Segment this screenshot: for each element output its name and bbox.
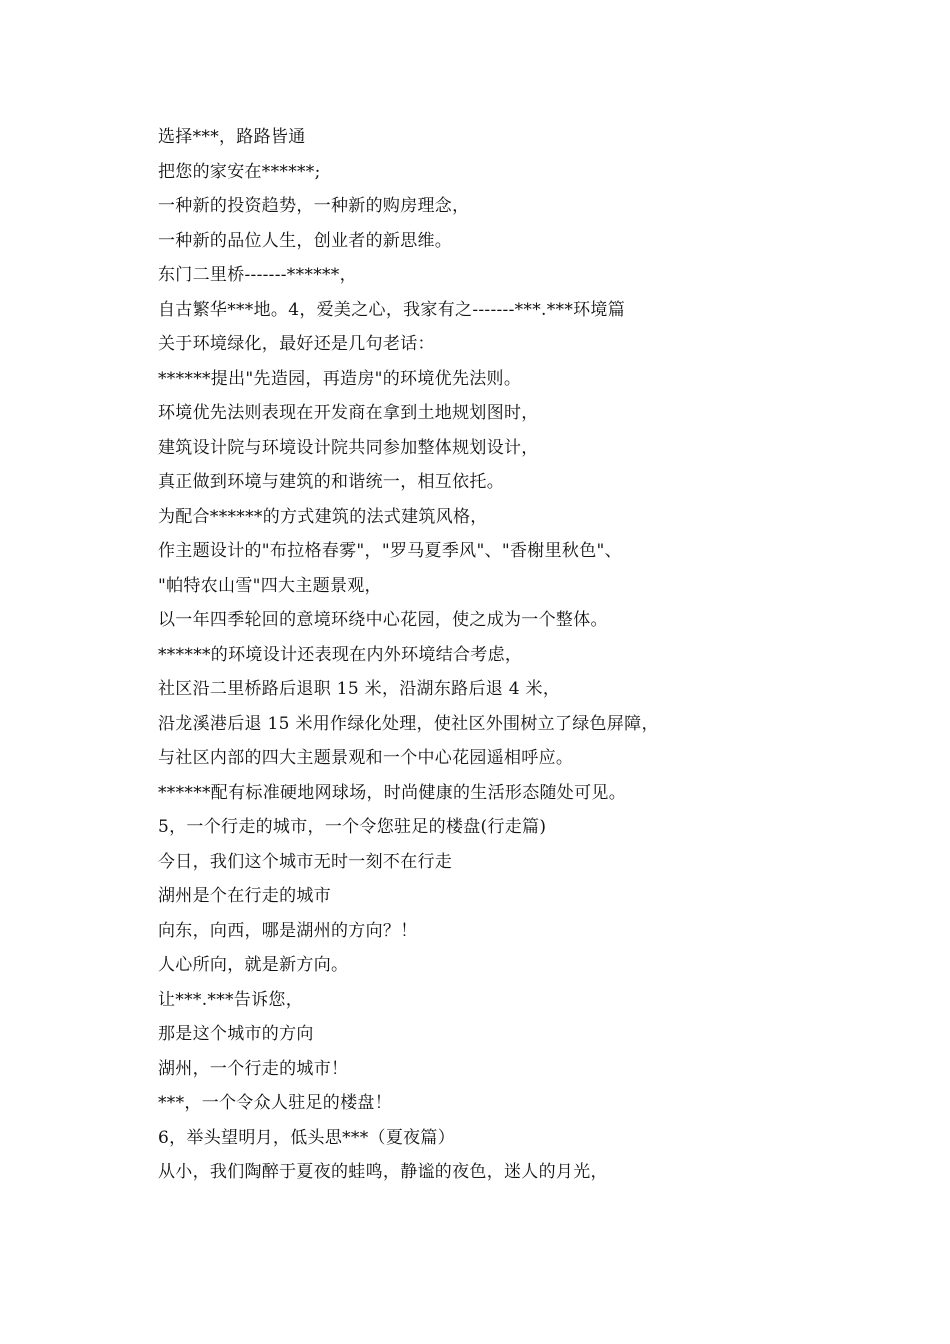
text-line: 作主题设计的"布拉格春雾"，"罗马夏季风"、"香榭里秋色"、 [158,541,622,561]
text-line: ******的环境设计还表现在内外环境结合考虑， [158,644,523,665]
text-line: 湖州，一个行走的城市！ [158,1058,349,1079]
text-line: 把您的家安在******; [158,161,321,182]
text-line: 与社区内部的四大主题景观和一个中心花园遥相呼应。 [158,748,574,768]
text-line: ******提出"先造园，再造房"的环境优先法则。 [158,368,522,389]
text-line: 选择***，路路皆通 [158,127,306,147]
text-line: 那是这个城市的方向 [158,1024,314,1044]
text-line: 以一年四季轮回的意境环绕中心花园，使之成为一个整体。 [158,610,608,630]
text-line: 社区沿二里桥路后退职 15 米，沿湖东路后退 4 米， [158,679,561,699]
text-line: 人心所向，就是新方向。 [158,955,349,975]
text-line: 向东，向西，哪是湖州的方向？！ [158,920,418,941]
section-heading: 6，举头望明月，低头思***（夏夜篇） [158,1127,456,1148]
text-line: 关于环境绿化，最好还是几句老话： [158,334,435,354]
text-line: 湖州是个在行走的城市 [158,886,331,906]
text-line: 让***.***告诉您， [158,989,304,1010]
section-heading: 5，一个行走的城市，一个令您驻足的楼盘(行走篇) [158,817,547,837]
text-line: 自古繁华***地。4，爱美之心，我家有之-------***.***环境篇 [158,299,626,320]
text-line: 为配合******的方式建筑的法式建筑风格， [158,506,488,527]
text-line: ******配有标准硬地网球场，时尚健康的生活形态随处可见。 [158,782,626,803]
text-line: ***，一个令众人驻足的楼盘！ [158,1093,392,1113]
text-line: 环境优先法则表现在开发商在拿到土地规划图时， [158,403,539,423]
document-body [158,120,878,1190]
text-line: 东门二里桥-------******， [158,265,357,285]
text-line: 一种新的投资趋势，一种新的购房理念， [158,196,470,216]
text-line: 沿龙溪港后退 15 米用作绿化处理，使社区外围树立了绿色屏障， [158,713,659,734]
text-line: "帕特农山雪"四大主题景观， [158,575,382,596]
text-line: 今日，我们这个城市无时一刻不在行走 [158,851,453,872]
text-line: 从小，我们陶醉于夏夜的蛙鸣，静谧的夜色，迷人的月光， [158,1162,608,1182]
text-line: 真正做到环境与建筑的和谐统一，相互依托。 [158,472,504,492]
text-line: 一种新的品位人生，创业者的新思维。 [158,230,453,251]
text-line: 建筑设计院与环境设计院共同参加整体规划设计， [158,437,539,458]
